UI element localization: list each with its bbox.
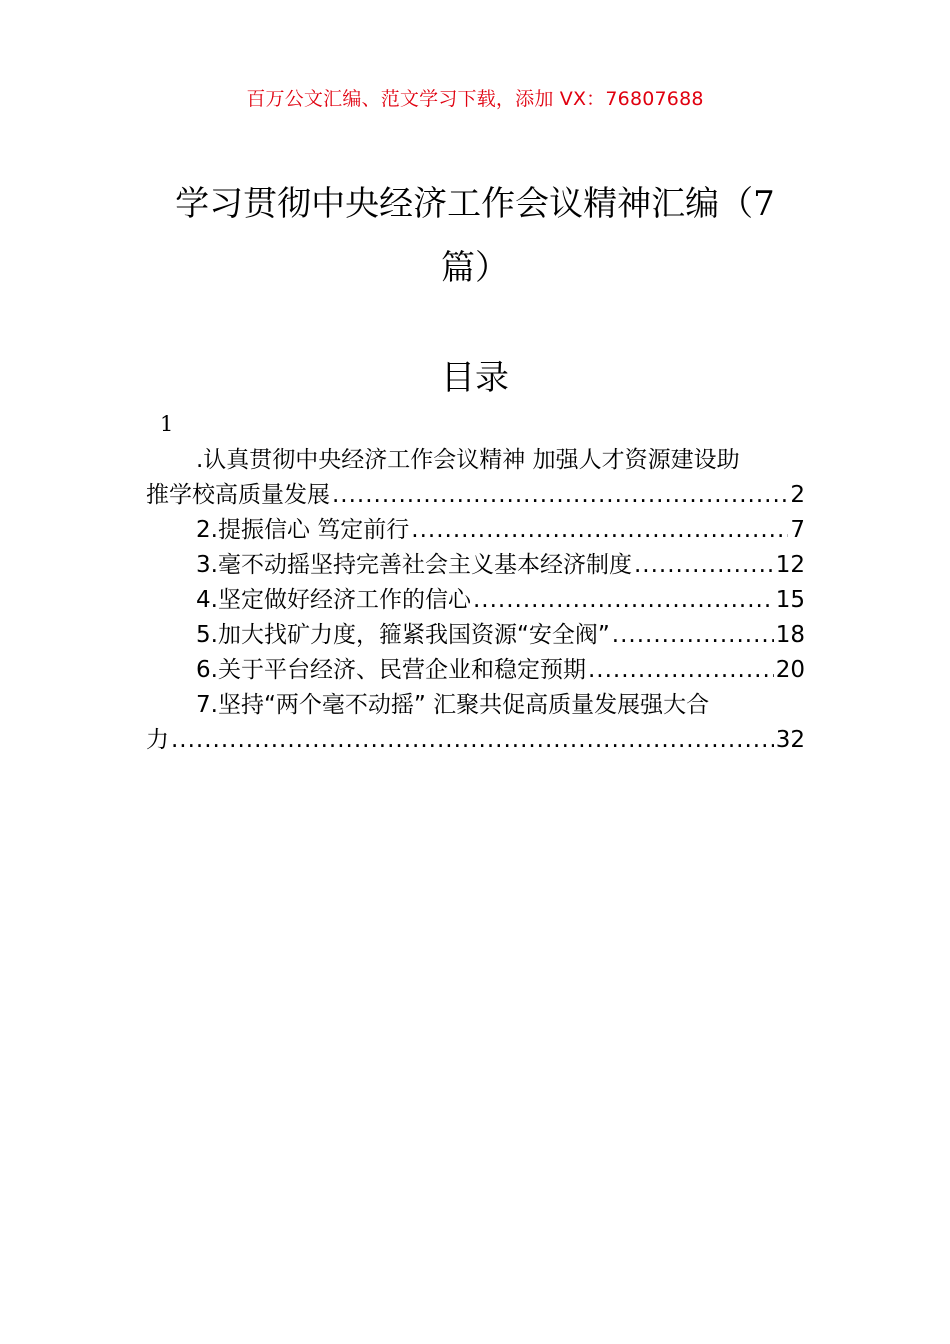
toc-leader-dots bbox=[612, 618, 774, 653]
toc-number-marker: 1 bbox=[160, 412, 174, 436]
toc-leader-dots bbox=[473, 583, 774, 618]
toc-page-number: 2 bbox=[790, 482, 805, 508]
toc-entry-title-continued: 力 bbox=[146, 727, 169, 753]
document-title bbox=[150, 172, 800, 300]
toc-entry-title: 6.关于平台经济、民营企业和稳定预期 bbox=[196, 657, 586, 683]
toc-entry-3[interactable] bbox=[146, 548, 805, 583]
toc-heading: 目录 bbox=[441, 358, 509, 398]
toc-leader-dots bbox=[332, 478, 788, 513]
toc-page-number: 32 bbox=[775, 727, 805, 753]
toc-page-number: 7 bbox=[790, 517, 805, 543]
title-number: 7 bbox=[753, 184, 775, 224]
toc-entry-title: 5.加大找矿力度，箍紧我国资源“安全阀” bbox=[196, 622, 610, 648]
toc-entry-title: 2.提振信心 笃定前行 bbox=[196, 517, 410, 543]
toc-entry-7[interactable] bbox=[146, 688, 805, 758]
download-banner: 百万公文汇编、范文学习下载，添加 VX：76807688 bbox=[246, 88, 704, 110]
toc-entry-title-continued: 推学校高质量发展 bbox=[146, 482, 330, 508]
toc-entry-title: 3.毫不动摇坚持完善社会主义基本经济制度 bbox=[196, 552, 632, 578]
toc-entry-1[interactable] bbox=[146, 443, 805, 513]
title-part-1: 学习贯彻中央经济工作会议精神汇编（ bbox=[175, 184, 754, 224]
toc-entry-4[interactable] bbox=[146, 583, 805, 618]
toc-page-number: 15 bbox=[775, 587, 805, 613]
toc-leader-dots bbox=[411, 513, 788, 548]
title-part-2: 篇） bbox=[441, 248, 509, 288]
toc-page-number: 20 bbox=[775, 657, 805, 683]
toc-entry-title: .认真贯彻中央经济工作会议精神 加强人才资源建设助 bbox=[196, 447, 740, 473]
toc-leader-dots bbox=[634, 548, 774, 583]
table-of-contents bbox=[146, 443, 805, 758]
toc-page-number: 12 bbox=[775, 552, 805, 578]
toc-leader-dots bbox=[171, 723, 774, 758]
toc-entry-5[interactable] bbox=[146, 618, 805, 653]
toc-leader-dots bbox=[588, 653, 774, 688]
toc-entry-title: 4.坚定做好经济工作的信心 bbox=[196, 587, 471, 613]
toc-entry-6[interactable] bbox=[146, 653, 805, 688]
toc-entry-title: 7.坚持“两个毫不动摇” 汇聚共促高质量发展强大合 bbox=[196, 692, 710, 718]
toc-entry-2[interactable] bbox=[146, 513, 805, 548]
toc-page-number: 18 bbox=[775, 622, 805, 648]
